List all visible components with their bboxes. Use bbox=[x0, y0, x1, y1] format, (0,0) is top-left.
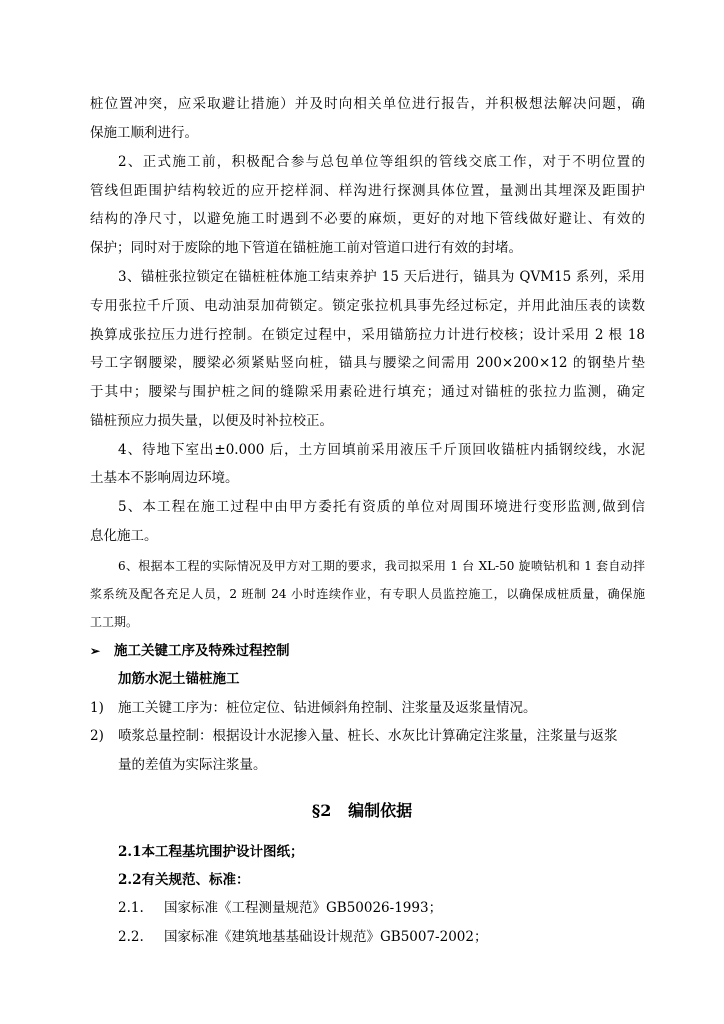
section-heading bbox=[0, 798, 724, 821]
item-2-1: 2.1本工程基坑围护设计图纸； bbox=[118, 844, 304, 860]
numbered-item-2-num: 2) bbox=[90, 728, 104, 744]
p5-line-2: 息化施工。 bbox=[90, 528, 158, 544]
section-number: §2 bbox=[311, 801, 332, 820]
numbered-item-2-text: 喷浆总量控制：根据设计水泥掺入量、桩长、水灰比计算确定注浆量，注浆量与返浆 bbox=[118, 728, 618, 744]
subheading: 加筋水泥土锚桩施工 bbox=[118, 671, 240, 687]
numbered-item-1 bbox=[90, 699, 645, 717]
bullet-heading-text: 施工关键工序及特殊过程控制 bbox=[114, 643, 290, 659]
p1-line-1: 桩位置冲突，应采取避让措施）并及时向相关单位进行报告，并积极想法解决问题，确 bbox=[90, 96, 645, 112]
item-2-2: 2.2有关规范、标准： bbox=[118, 872, 250, 888]
p2-line-1: 2、正式施工前，积极配合参与总包单位等组织的管线交底工作，对于不明位置的 bbox=[118, 154, 645, 170]
standard-item-2 bbox=[118, 928, 673, 946]
p5-line-1: 5、本工程在施工过程中由甲方委托有资质的单位对周围环境进行变形监测,做到信 bbox=[118, 499, 645, 515]
p1-line-2: 保施工顺利进行。 bbox=[90, 125, 198, 141]
p4-line-1: 4、待地下室出±0.000 后，土方回填前采用液压千斤顶回收锚桩内插钢绞线，水泥 bbox=[118, 442, 645, 458]
p6-line-1: 6、根据本工程的实际情况及甲方对工期的要求，我司拟采用 1 台 XL-50 旋喷钻机和 1 套自动拌 bbox=[118, 559, 645, 573]
standard-item-2-num: 2.2. bbox=[118, 929, 144, 945]
p2-line-3: 结构的净尺寸，以避免施工时遇到不必要的麻烦，更好的对地下管线做好避让、有效的 bbox=[90, 211, 645, 227]
standard-item-1 bbox=[118, 899, 673, 917]
p2-line-2: 管线但距围护结构较近的应开挖样洞、样沟进行探测具体位置，量测出其埋深及距围护 bbox=[90, 183, 645, 199]
numbered-item-1-num: 1) bbox=[90, 700, 104, 716]
standard-item-1-num: 2.1. bbox=[118, 900, 144, 916]
p3-line-2: 专用张拉千斤顶、电动油泵加荷锁定。锁定张拉机具事先经过标定，并用此油压表的读数 bbox=[90, 298, 645, 314]
numbered-item-2-continued: 量的差值为实际注浆量。 bbox=[118, 757, 267, 773]
p2-line-4: 保护；同时对于废除的地下管道在锚桩施工前对管道口进行有效的封堵。 bbox=[90, 240, 522, 256]
section-title: 编制依据 bbox=[348, 801, 413, 820]
p3-line-1: 3、锚桩张拉锁定在锚桩桩体施工结束养护 15 天后进行，锚具为 QVM15 系列，采用 bbox=[118, 269, 645, 285]
bullet-heading bbox=[90, 642, 645, 660]
arrow-bullet-icon: ➢ bbox=[90, 644, 101, 658]
numbered-item-1-text: 施工关键工序为：桩位定位、钻进倾斜角控制、注浆量及返浆量情况。 bbox=[118, 700, 537, 716]
numbered-item-2 bbox=[90, 727, 645, 745]
standard-item-2-text: 国家标准《建筑地基基础设计规范》GB5007-2002； bbox=[164, 929, 488, 945]
p4-line-2: 土基本不影响周边环境。 bbox=[90, 470, 239, 486]
p6-line-3: 工工期。 bbox=[90, 615, 139, 629]
p3-line-4: 号工字钢腰梁，腰梁必须紧贴竖向桩，锚具与腰梁之间需用 200×200×12 的钢垫片垫 bbox=[90, 355, 645, 371]
p3-line-6: 锚桩预应力损失量，以便及时补拉校正。 bbox=[90, 413, 333, 429]
p3-line-5: 于其中；腰梁与围护桩之间的缝隙采用素砼进行填充；通过对锚桩的张拉力监测，确定 bbox=[90, 384, 645, 400]
p6-line-2: 浆系统及配各充足人员，2 班制 24 小时连续作业，有专职人员监控施工，以确保成桩质量，确保施 bbox=[90, 587, 645, 601]
p3-line-3: 换算成张拉压力进行控制。在锁定过程中，采用锚筋拉力计进行校核；设计采用 2 根 18 bbox=[90, 327, 645, 343]
standard-item-1-text: 国家标准《工程测量规范》GB50026-1993； bbox=[164, 900, 443, 916]
